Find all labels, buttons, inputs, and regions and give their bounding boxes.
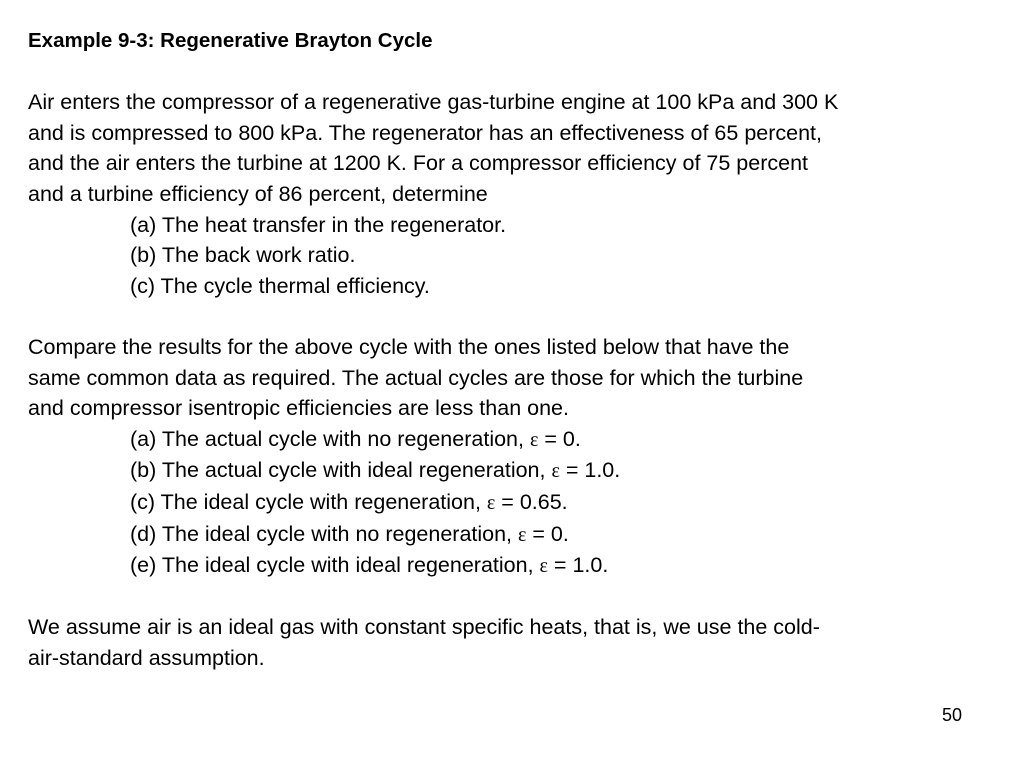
case-item xyxy=(28,455,998,487)
spacer xyxy=(28,301,998,332)
epsilon-symbol: ε xyxy=(551,460,560,483)
slide-title: Example 9-3: Regenerative Brayton Cycle xyxy=(28,29,433,52)
case-text: (d) The ideal cycle with no regeneration, xyxy=(130,521,519,546)
spacer xyxy=(28,582,998,613)
task-item: (a) The heat transfer in the regenerator. xyxy=(130,212,507,237)
spacer xyxy=(28,57,998,88)
task-item: (b) The back work ratio. xyxy=(130,243,356,268)
assumption-line: We assume air is an ideal gas with constant specific heats, that is, we use the cold- xyxy=(28,615,820,640)
case-value: = 1.0. xyxy=(547,553,609,578)
assumption-line: air-standard assumption. xyxy=(28,645,265,670)
task-list xyxy=(28,210,998,302)
case-list xyxy=(28,424,998,582)
case-value: = 0.65. xyxy=(495,489,568,514)
epsilon-symbol: ε xyxy=(486,491,496,514)
case-item xyxy=(28,519,998,551)
compare-line: and compressor isentropic efficiencies are less than one. xyxy=(28,396,569,421)
epsilon-symbol: ε xyxy=(518,523,527,546)
case-item xyxy=(28,424,998,456)
case-text: (b) The actual cycle with ideal regeneration, xyxy=(130,458,552,483)
task-item: (c) The cycle thermal efficiency. xyxy=(130,273,430,298)
compare-line: same common data as required. The actual cycles are those for which the turbine xyxy=(28,365,804,390)
case-text: (e) The ideal cycle with ideal regeneration, xyxy=(130,553,540,578)
case-item xyxy=(28,487,998,519)
comparison-statement xyxy=(28,332,998,424)
problem-line: and is compressed to 800 kPa. The regenerator has an effectiveness of 65 percent, xyxy=(28,120,822,145)
page-number: 50 xyxy=(941,705,962,725)
case-item xyxy=(28,550,998,582)
problem-line: and the air enters the turbine at 1200 K. For a compressor efficiency of 75 percent xyxy=(28,151,809,176)
case-value: = 0. xyxy=(538,426,581,451)
epsilon-symbol: ε xyxy=(539,555,548,578)
problem-statement xyxy=(28,87,998,209)
compare-line: Compare the results for the above cycle with the ones listed below that have the xyxy=(28,334,790,359)
slide-content xyxy=(28,26,998,673)
case-value: = 0. xyxy=(526,521,569,546)
problem-line: and a turbine efficiency of 86 percent, determine xyxy=(28,181,488,206)
epsilon-symbol: ε xyxy=(529,428,539,451)
case-text: (c) The ideal cycle with regeneration, xyxy=(130,489,487,514)
case-text: (a) The actual cycle with no regeneration, xyxy=(130,426,530,451)
problem-line: Air enters the compressor of a regenerative gas-turbine engine at 100 kPa and 300 K xyxy=(28,90,839,115)
case-value: = 1.0. xyxy=(559,458,621,483)
assumption-statement xyxy=(28,612,998,673)
